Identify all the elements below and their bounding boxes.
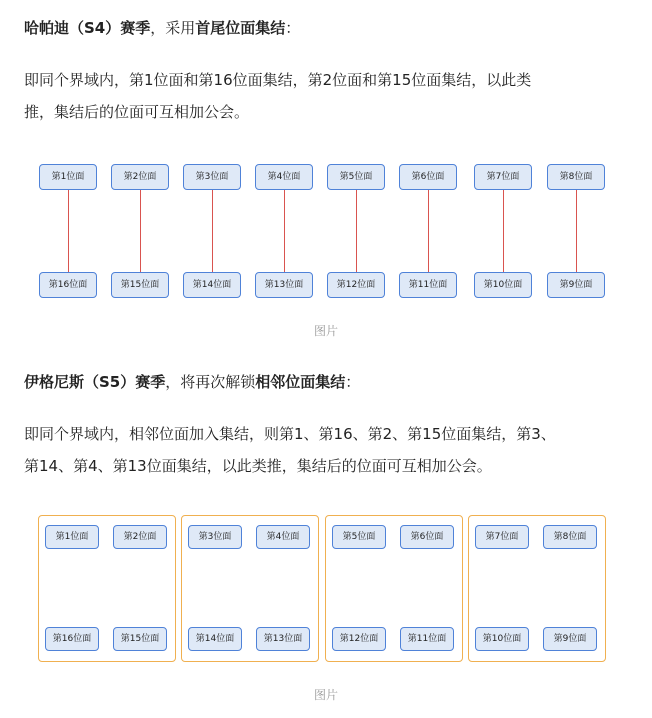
section2-body-line2: 第14、第4、第13位面集结，以此类推，集结后的位面可互相加公会。: [24, 457, 492, 475]
plane-box-bottom-1: 第16位面: [39, 272, 97, 298]
plane-box-bottom-4: 第13位面: [255, 272, 313, 298]
pair-connector-8: [576, 190, 577, 272]
plane-box-bottom-5: 第12位面: [327, 272, 385, 298]
plane-box-bottom-2: 第15位面: [111, 272, 169, 298]
plane-box-top-1: 第1位面: [39, 164, 97, 190]
plane-box-top-5: 第5位面: [327, 164, 385, 190]
group-2-plane-box-4: 第13位面: [256, 627, 310, 651]
group-2-plane-box-2: 第4位面: [256, 525, 310, 549]
section2-body-line1: 即同个界域内，相邻位面加入集结，则第1、第16、第2、第15位面集结，第3、: [24, 425, 556, 443]
section1-title-end: ：: [285, 19, 301, 37]
plane-box-top-2: 第2位面: [111, 164, 169, 190]
section1-body-line1: 即同个界域内，第1位面和第16位面集结，第2位面和第15位面集结，以此类: [24, 71, 532, 89]
section1-title-sep: ，采用: [150, 19, 196, 37]
section1-mode-name: 首尾位面集结: [195, 19, 286, 37]
group-1-plane-box-3: 第16位面: [45, 627, 99, 651]
group-3-plane-box-3: 第12位面: [332, 627, 386, 651]
pair-connector-2: [140, 190, 141, 272]
group-3-plane-box-2: 第6位面: [400, 525, 454, 549]
plane-box-top-6: 第6位面: [399, 164, 457, 190]
group-3-plane-box-4: 第11位面: [400, 627, 454, 651]
section2-season-name: 伊格尼斯（S5）赛季: [24, 373, 166, 391]
section2-mode-name: 相邻位面集结: [255, 373, 346, 391]
group-3-plane-box-1: 第5位面: [332, 525, 386, 549]
pair-connector-4: [284, 190, 285, 272]
pair-connector-7: [503, 190, 504, 272]
pair-connector-5: [356, 190, 357, 272]
section2-body: [24, 418, 634, 482]
section1-title: [24, 12, 634, 44]
group-1-plane-box-2: 第2位面: [113, 525, 167, 549]
group-1-plane-box-1: 第1位面: [45, 525, 99, 549]
group-4-plane-box-4: 第9位面: [543, 627, 597, 651]
plane-box-bottom-6: 第11位面: [399, 272, 457, 298]
section1-season-name: 哈帕迪（S4）赛季: [24, 19, 151, 37]
group-4-plane-box-1: 第7位面: [475, 525, 529, 549]
section2-title-sep: ，将再次解锁: [165, 373, 256, 391]
pair-connector-1: [68, 190, 69, 272]
pair-connector-3: [212, 190, 213, 272]
plane-box-top-8: 第8位面: [547, 164, 605, 190]
group-2-plane-box-1: 第3位面: [188, 525, 242, 549]
group-2-plane-box-3: 第14位面: [188, 627, 242, 651]
section1-body: [24, 64, 634, 128]
section2-title: [24, 366, 634, 398]
diagram2-caption: 图片: [313, 688, 338, 702]
plane-box-bottom-3: 第14位面: [183, 272, 241, 298]
section1-body-line2: 推，集结后的位面可互相加公会。: [24, 103, 250, 121]
plane-box-top-3: 第3位面: [183, 164, 241, 190]
group-4-plane-box-3: 第10位面: [475, 627, 529, 651]
plane-box-bottom-7: 第10位面: [474, 272, 532, 298]
diagram1-caption: 图片: [313, 324, 338, 338]
section2-title-end: ：: [345, 373, 361, 391]
plane-box-top-7: 第7位面: [474, 164, 532, 190]
group-4-plane-box-2: 第8位面: [543, 525, 597, 549]
plane-box-top-4: 第4位面: [255, 164, 313, 190]
group-1-plane-box-4: 第15位面: [113, 627, 167, 651]
plane-box-bottom-8: 第9位面: [547, 272, 605, 298]
pair-connector-6: [428, 190, 429, 272]
